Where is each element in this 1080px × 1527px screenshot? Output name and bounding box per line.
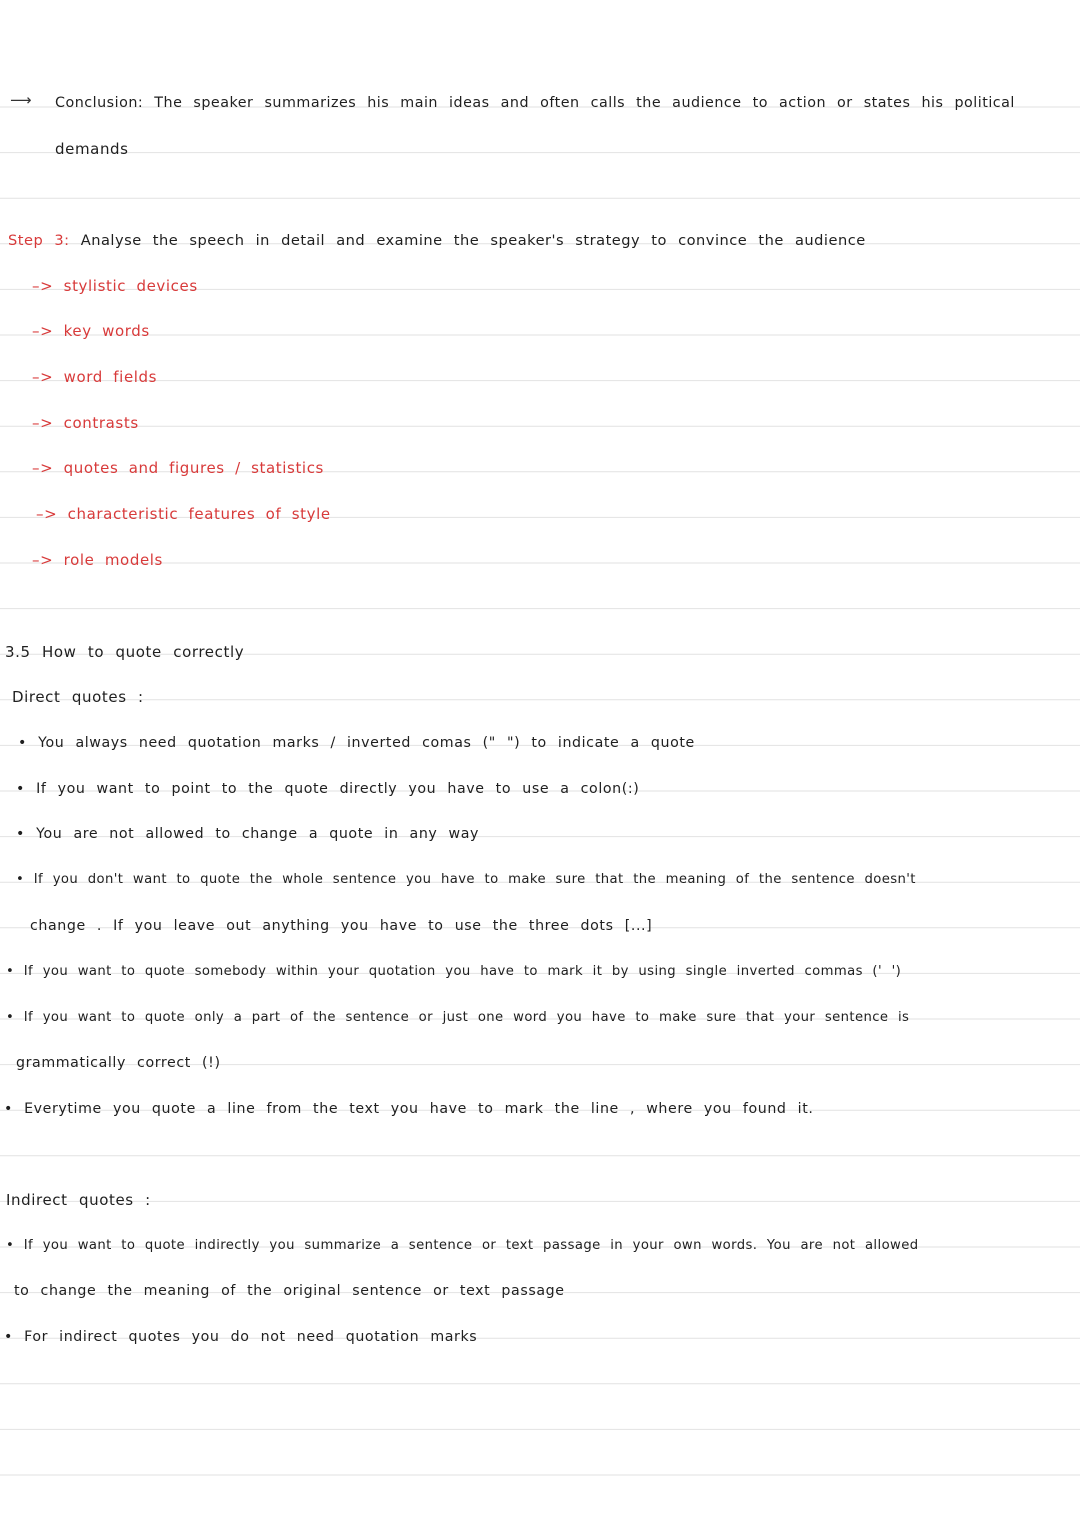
direct-quote-rule: • If you want to quote somebody within your quotation you have to mark it by using single inverted commas (' ') <box>6 964 902 979</box>
conclusion-arrow-icon: ⟶ <box>10 91 32 109</box>
direct-quote-rule: • You always need quotation marks / inverted comas (" ") to indicate a quote <box>18 735 695 751</box>
step3-item-label: characteristic features of style <box>67 505 331 523</box>
step3-item <box>32 321 150 341</box>
conclusion-line-2: demands <box>55 140 129 158</box>
red-arrow-icon: –> <box>32 277 54 295</box>
step3-item <box>32 367 157 387</box>
red-arrow-icon: –> <box>32 459 54 477</box>
red-arrow-icon: –> <box>32 551 54 569</box>
step3-item <box>32 276 198 296</box>
direct-quote-rule: • If you don't want to quote the whole sentence you have to make sure that the meaning of the sentence doesn't <box>16 872 916 887</box>
direct-quote-rule: • If you want to quote only a part of the sentence or just one word you have to make sure that your sentence is <box>6 1010 910 1025</box>
section-heading: 3.5 How to quote correctly <box>5 643 245 661</box>
indirect-quotes-label: Indirect quotes : <box>6 1191 151 1209</box>
red-arrow-icon: –> <box>36 505 58 523</box>
indirect-quote-rule: • For indirect quotes you do not need quotation marks <box>4 1329 478 1345</box>
step3-item <box>32 458 324 478</box>
step3-item-label: role models <box>63 551 163 569</box>
conclusion-line-1: Conclusion: The speaker summarizes his main ideas and often calls the audience to action or states his political <box>55 95 1015 111</box>
direct-quote-rule: • You are not allowed to change a quote in any way <box>16 826 480 842</box>
direct-quote-rule: • If you want to point to the quote directly you have to use a colon(:) <box>16 781 640 797</box>
red-arrow-icon: –> <box>32 368 54 386</box>
step3-text: Analyse the speech in detail and examine the speaker's strategy to convince the audience <box>80 232 866 249</box>
indirect-quote-rule-continued: to change the meaning of the original sentence or text passage <box>14 1283 565 1299</box>
step3-item <box>36 504 331 524</box>
step3-item-label: quotes and figures / statistics <box>63 459 324 477</box>
direct-quote-rule: • Everytime you quote a line from the text you have to mark the line , where you found it. <box>4 1101 814 1117</box>
step3-item-label: word fields <box>63 368 158 386</box>
step3-item <box>32 413 139 433</box>
step3-item-label: contrasts <box>63 414 139 432</box>
direct-quote-rule-continued: change . If you leave out anything you have to use the three dots [...] <box>30 918 653 934</box>
step3-item-label: stylistic devices <box>63 277 198 295</box>
step3-label: Step 3: <box>8 232 70 249</box>
step3-line <box>8 231 866 251</box>
step3-item <box>32 550 163 570</box>
direct-quote-rule-continued: grammatically correct (!) <box>16 1055 221 1071</box>
indirect-quote-rule: • If you want to quote indirectly you summarize a sentence or text passage in your own words. You are not allowed <box>6 1238 919 1253</box>
direct-quotes-label: Direct quotes : <box>12 688 144 706</box>
step3-item-label: key words <box>63 322 150 340</box>
red-arrow-icon: –> <box>32 414 54 432</box>
red-arrow-icon: –> <box>32 322 54 340</box>
